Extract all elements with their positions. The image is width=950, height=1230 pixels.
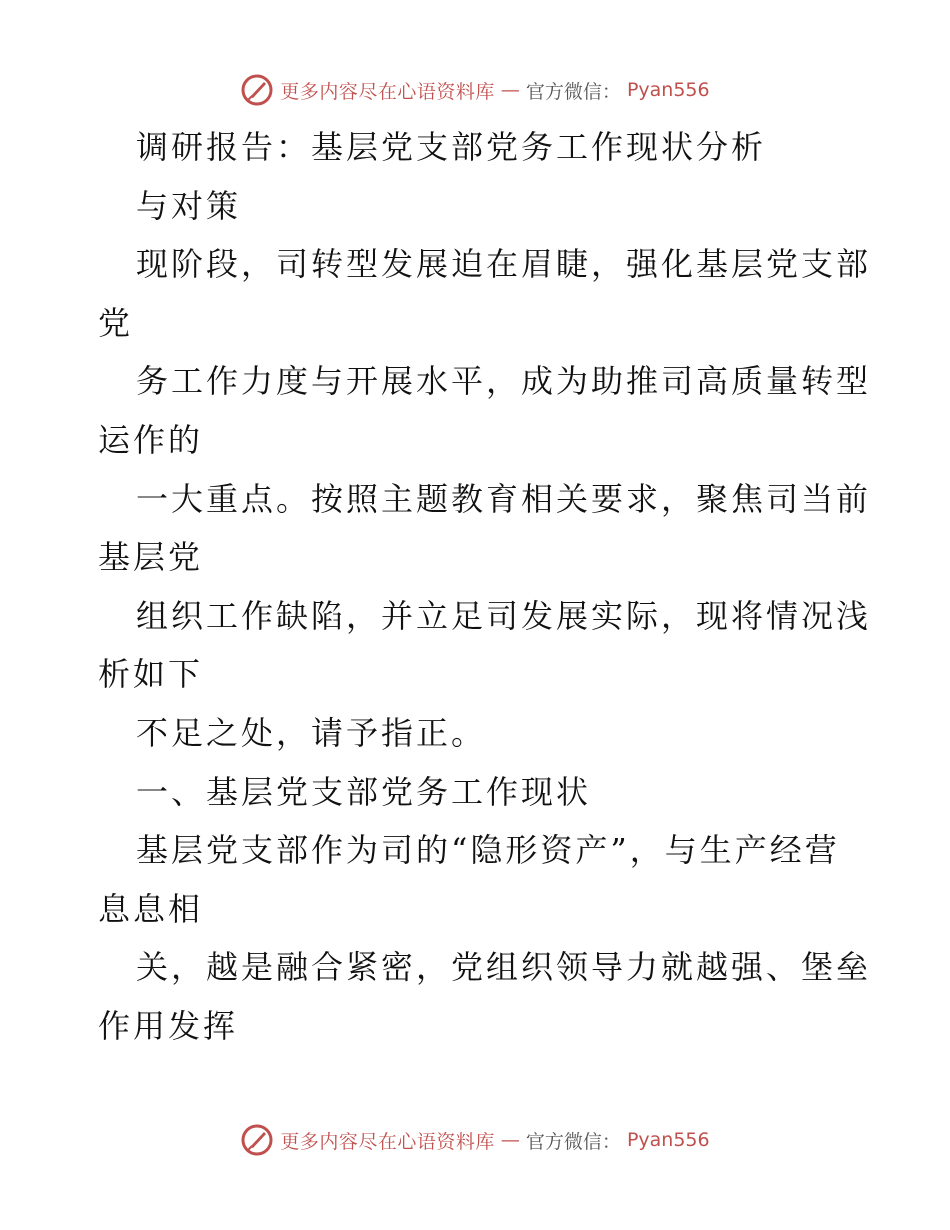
banner-text: 更多内容尽在心语资料库 [280,1130,495,1153]
text-line: 析如下 [98,655,204,694]
banner-text: 更多内容尽在心语资料库 [280,80,495,103]
text-line: 调研报告：基层党支部党务工作现状分析 [136,128,767,166]
banner-wechat-label: 官方微信： [525,80,621,103]
text-line: 基层党支部作为司的“隐形资产”，与生产经营 [136,831,840,870]
text-line: 务工作力度与开展水平，成为助推司高质量转型 [136,362,872,401]
text-line: 组织工作缺陷，并立足司发展实际，现将情况浅 [136,596,872,635]
text-line: 作用发挥 [98,1006,239,1045]
text-line: 基层党 [98,538,204,577]
banner-separator: — [500,1129,520,1151]
text-line: 关，越是融合紧密，党组织领导力就越强、堡垒 [136,948,872,987]
text-line: 与对策 [136,186,242,225]
text-line: 党 [98,303,134,342]
text-line: 运作的 [98,420,204,459]
header-banner [0,70,950,110]
banner-separator: — [500,79,520,101]
banner-wechat-label: 官方微信： [525,1130,621,1153]
banner-wechat-id: Pyan556 [626,1129,710,1151]
document-body [98,118,872,1056]
red-quill-logo-icon [240,1123,274,1157]
text-line: 一、基层党支部党务工作现状 [136,772,592,811]
text-line: 不足之处，请予指正。 [136,713,487,752]
red-quill-logo-icon [240,73,274,107]
banner-wechat-id: Pyan556 [626,79,710,101]
text-line: 息息相 [98,889,204,928]
footer-banner [0,1120,950,1160]
text-line: 现阶段，司转型发展迫在眉睫，强化基层党支部 [136,245,872,284]
text-line: 一大重点。按照主题教育相关要求，聚焦司当前 [136,479,872,518]
